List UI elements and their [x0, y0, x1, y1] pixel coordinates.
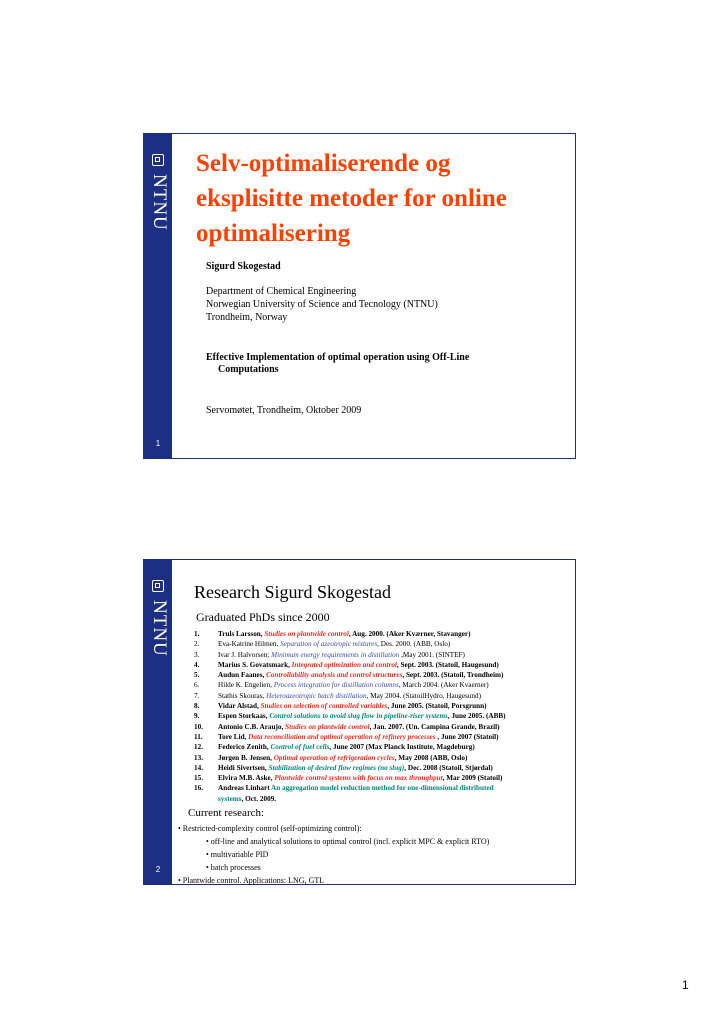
phd-name: Tore Lid, — [218, 732, 247, 741]
phd-name: Marius S. Govatsmark, — [218, 660, 290, 669]
phd-thesis-title: Minimum energy requirements in distillation — [271, 650, 400, 659]
phd-number: 12. — [194, 743, 203, 752]
phd-number: 3. — [194, 650, 200, 659]
event-info: Servomøtet, Trondheim, Oktober 2009 — [206, 405, 362, 416]
phd-thesis-title: Stabilization of desired flow regimes (no slug) — [268, 763, 405, 772]
phd-name: Federico Zenith, — [218, 743, 269, 752]
affiliation-line: Norwegian University of Science and Tecnology (NTNU) — [206, 299, 438, 310]
phd-entry — [194, 701, 574, 711]
ntnu-logo-icon — [152, 580, 164, 592]
phd-number: 6. — [194, 681, 200, 690]
phd-text — [218, 753, 467, 763]
talk-subtitle — [206, 352, 546, 376]
phd-name: Heidi Sivertsen, — [218, 763, 267, 772]
phd-entry — [194, 732, 574, 742]
phd-text — [218, 670, 503, 680]
phd-details: , Aug. 2000. (Aker Kværner, Stavanger) — [348, 630, 471, 638]
phd-entry — [194, 753, 574, 763]
phd-thesis-title: An aggregation model reduction method for one-dimensional distributed — [271, 784, 494, 793]
ntnu-vertical-text: NTNU — [149, 600, 170, 657]
phd-name: Vidar Alstad, — [218, 702, 259, 711]
phd-number: 7. — [194, 691, 200, 700]
slide-2 — [143, 559, 576, 885]
phd-text — [218, 660, 499, 670]
phd-text — [218, 650, 465, 660]
phd-entry — [194, 629, 574, 639]
subtitle-line: Computations — [218, 364, 279, 375]
phd-number: 14. — [194, 763, 203, 772]
phd-text — [218, 783, 494, 793]
phd-text — [218, 701, 487, 711]
ntnu-band — [144, 560, 172, 884]
phd-text — [218, 711, 506, 721]
affiliation-line: Trondheim, Norway — [206, 312, 288, 323]
phd-text — [218, 732, 499, 742]
phd-entry — [194, 783, 574, 793]
phd-number: 5. — [194, 671, 200, 680]
slide-number: 1 — [155, 439, 161, 448]
phd-number: 16. — [194, 784, 203, 793]
phd-entry — [194, 639, 574, 649]
phd-thesis-title: Control of fuel cells — [270, 743, 330, 752]
phd-thesis-title: Data reconciliation and optimal operation of refinery processes — [248, 732, 436, 741]
phd-details: , June 2005. (Statoil, Porsgrunn) — [387, 702, 487, 711]
phd-name: Elvira M.B. Aske, — [218, 774, 273, 783]
phd-text — [218, 742, 475, 752]
phd-details: , May 2008 (ABB, Oslo) — [394, 753, 468, 762]
subtitle-line: Effective Implementation of optimal operation using Off-Line — [206, 352, 470, 363]
phd-thesis-title: systems — [218, 794, 242, 803]
phd-entry — [194, 670, 574, 680]
current-research-heading: Current research: — [188, 807, 265, 819]
phd-thesis-title: Plantwide control systems with focus on max throughput — [274, 774, 443, 783]
phd-name: Ivar J. Halvorsen; — [218, 650, 270, 659]
phd-details: , Dec. 2008 (Statoil, Stjørdal) — [404, 763, 493, 772]
slide-title: Research Sigurd Skogestad — [194, 582, 391, 602]
phd-text — [218, 773, 502, 783]
phd-text — [218, 763, 493, 773]
phd-number: 10. — [194, 722, 203, 731]
phd-details: , June 2007 (Statoil) — [435, 732, 499, 741]
slide-number: 2 — [155, 865, 161, 874]
phd-name: Truls Larsson, — [218, 630, 263, 638]
current-research-list — [178, 822, 489, 887]
phd-number: 4. — [194, 660, 200, 669]
phd-number: 2. — [194, 640, 200, 649]
phd-name: Hilde K. Engelien, — [218, 681, 272, 690]
phd-thesis-title: Studies on plantwide control — [264, 630, 349, 638]
ntnu-vertical-text: NTNU — [149, 174, 170, 231]
slide-title — [196, 146, 536, 251]
phd-details: , Mar 2009 (Statoil) — [442, 774, 503, 783]
title-line: Selv-optimaliserende og — [196, 150, 451, 177]
affiliation-line: Department of Chemical Engineering — [206, 286, 357, 297]
research-subitem: • multivariable PID — [206, 850, 269, 859]
phd-text — [218, 629, 470, 639]
phd-entry — [194, 691, 574, 701]
phd-entry — [194, 742, 574, 752]
research-subitem: • off-line and analytical solutions to optimal control (incl. explicit MPC & explicit RTO) — [206, 837, 490, 846]
phd-thesis-title: Separation of azeotropic mixtures — [280, 640, 378, 649]
phd-details: , June 2007 (Max Planck Institute, Magdeburg) — [329, 743, 475, 752]
phd-name: Antonio C.B. Araujo, — [218, 722, 284, 731]
phd-entry-continuation — [194, 794, 574, 804]
phd-name: Audun Faanes, — [218, 671, 265, 680]
phd-name: Stathis Skouras, — [218, 691, 265, 700]
phd-thesis-title: Studies on selection of controlled variables — [260, 702, 388, 711]
phd-number: 11. — [194, 732, 203, 741]
phd-details: , June 2005. (ABB) — [447, 712, 506, 721]
phd-thesis-title: Studies on plantwide control — [285, 722, 370, 731]
phd-thesis-title: Integrated optimization and control — [291, 660, 397, 669]
phd-details: , Des. 2000. (ABB, Oslo) — [377, 640, 451, 649]
phd-thesis-title: Controllability analysis and control structures — [266, 671, 403, 680]
phd-details: , Sept. 2003. (Statoil, Haugesund) — [396, 660, 499, 669]
phd-thesis-title: Heteroazeotropic batch distillation — [266, 691, 367, 700]
phd-entry — [194, 680, 574, 690]
phd-number: 1. — [194, 630, 200, 638]
phd-details: ,May 2001. (SINTEF) — [399, 650, 465, 659]
phd-number: 8. — [194, 702, 200, 711]
phd-text — [218, 639, 450, 649]
phd-name: Andreas Linhart — [218, 784, 270, 793]
title-line: optimalisering — [196, 220, 351, 247]
phd-thesis-title: Control solutions to avoid slug flow in pipeline-riser systems — [269, 712, 448, 721]
phd-number: 13. — [194, 753, 203, 762]
phd-entry — [194, 773, 574, 783]
phd-details: , Oct. 2009. — [241, 794, 277, 803]
phd-name: Espen Storkaas, — [218, 712, 268, 721]
phd-entry — [194, 763, 574, 773]
ntnu-logo-icon — [152, 154, 164, 166]
phd-entry — [194, 660, 574, 670]
phd-number: 9. — [194, 712, 200, 721]
phd-details: , May 2004. (StatoilHydro, Haugesund) — [366, 691, 481, 700]
research-item: • Plantwide control. Applications: LNG, GTL — [178, 876, 325, 885]
phd-details: , Jan. 2007. (Un. Campina Grande, Brazil) — [369, 722, 500, 731]
phd-text — [218, 680, 489, 690]
phd-thesis-title: Optimal operation of refrigeration cycles — [273, 753, 395, 762]
phd-thesis-title: Process integration for distillation columns — [273, 681, 399, 690]
slide-1 — [143, 133, 576, 459]
phd-list — [194, 629, 574, 804]
phd-text — [218, 722, 500, 732]
phd-name: Jørgen B. Jensen, — [218, 753, 272, 762]
research-item: • Restricted-complexity control (self-optimizing control): — [178, 824, 362, 833]
phd-entry — [194, 722, 574, 732]
phd-name: Eva-Katrine Hilmen, — [218, 640, 279, 649]
title-line: eksplisitte metoder for online — [196, 185, 507, 212]
phd-details: , Sept. 2003. (Statoil, Trondheim) — [402, 671, 504, 680]
affiliation — [206, 285, 438, 324]
phd-entry — [194, 650, 574, 660]
phd-details: , March 2004. (Aker Kvaerner) — [398, 681, 489, 690]
phd-entry — [194, 711, 574, 721]
research-subitem: • batch processes — [206, 863, 261, 872]
slide-subtitle: Graduated PhDs since 2000 — [196, 610, 330, 624]
phd-text — [218, 691, 481, 701]
author-name: Sigurd Skogestad — [206, 261, 281, 272]
ntnu-band — [144, 134, 172, 458]
page-number: 1 — [682, 978, 689, 992]
phd-number: 15. — [194, 774, 203, 783]
